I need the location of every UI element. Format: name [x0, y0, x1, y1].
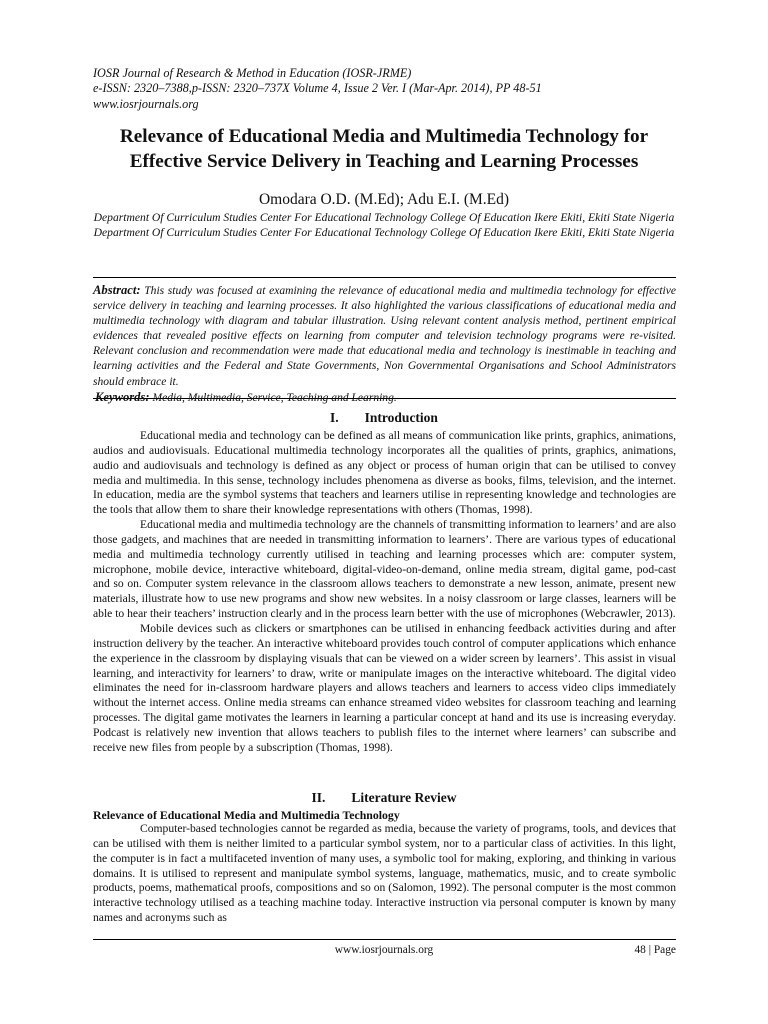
paragraph: Mobile devices such as clickers or smartphones can be utilised in enhancing feedback activities during and after instruction delivery by the teacher. An interactive whiteboard provides touch control of computer applications which enhance the experience in the classroom by displaying visuals that can be viewed on a wider screen by learners’. This assist in visual learning, and interactivity for learners’ to draw, write or manipulate images on the interactive whiteboard. The digital video eliminates the need for in-classroom hardware players and allows teachers and learners to access video clips immediately without the internet access. Online media streams can enhance streamed video websites for classroom teaching and learning processes. The digital game motivates the learners in learning a particular concept at hand and its use is increasing everyday. Podcast is relatively new invention that allows teachers to publish files to the internet where learners’ can subscribe and receive new files from people by a subscription (Thomas, 1998).	[93, 621, 676, 754]
abstract-box	[93, 277, 676, 404]
title-line-2: Effective Service Delivery in Teaching and Learning Processes	[129, 150, 639, 172]
paragraph: Educational media and multimedia technology are the channels of transmitting information to learners’ and are also those gadgets, and machines that are needed in transmitting information to learners’. There are various types of educational media and multimedia technology currently utilised in teaching and learning processes which are: computer system, microphone, mobile device, interactive whiteboard, digital-video-on-demand, online media stream, digital game, pod-cast and so on. Computer system relevance in the classroom allows teachers to demonstrate a new lesson, animate, present new materials, illustrate how to use new programs and show new websites. In a noisy classroom or large classes, learners will be able to hear their teachers’ instruction clearly and in the process learn better with the use of microphones (Webcrawler, 2013).	[93, 518, 676, 621]
abstract-text: This study was focused at examining the relevance of educational media and multimedia technology for effective service delivery in teaching and learning processes. It also highlighted the various classifications of educational media and multimedia technology with diagram and tabular illustration. Using relevant content analysis method, pertinent empirical evidences that revealed positive effects on learning from computer and television technology programs were re-visited. Relevant conclusion and recommendation were made that educational media and technology is inestimable in teaching and learning activities and the Federal and State Governments, Non Governmental Organisations and School Administrators should embrace it.	[93, 285, 676, 388]
section-title: Literature Review	[351, 790, 457, 805]
abstract	[93, 283, 676, 390]
affiliations	[90, 210, 678, 240]
section-number: II.	[311, 790, 326, 805]
keywords	[93, 390, 676, 406]
paragraph: Computer-based technologies cannot be regarded as media, because the variety of programs, tools, and devices that can be utilised with them is neither limited to a particular symbol system, nor to a particular class of activities. In this light, the computer is in fact a multifaceted invention of many uses, a symbolic tool for making, exploring, and thinking in various domains. It is utilised to represent and manipulate symbol systems, language, mathematics, music, and to create symbolic products, poems, mathematical proofs, compositions and so on (Salomon, 1992). The personal computer is the most common interactive technology utilised as a teaching machine today. Interactive instruction via personal computer is known by many names and acronyms such as	[93, 822, 676, 925]
affiliation-1: Department Of Curriculum Studies Center For Educational Technology College Of Education Ikere Ekiti, Ekiti State Nigeria	[93, 211, 675, 224]
authors: Omodara O.D. (M.Ed); Adu E.I. (M.Ed)	[258, 191, 510, 208]
abstract-label: Abstract:	[93, 283, 141, 297]
paragraph: Educational media and technology can be defined as all means of communication like prints, graphics, animations, audios and audiovisuals. Educational multimedia technology incorporates all the qualities of prints, graphics, animations, audio and audiovisuals and technology is defined as any object or process of human origin that can be utilised to convey media and multimedia. In this sense, technology includes phenomena as diverse as books, films, television, and the internet. In education, media are the symbol systems that teachers and learners utilise in representing knowledge and technologies are the tools that allow them to share their knowledge representations with others (Thomas, 1998).	[93, 429, 676, 517]
footer-divider	[93, 939, 676, 940]
section-number: I.	[330, 410, 339, 425]
section-title: Introduction	[364, 410, 438, 425]
footer-url[interactable]: www.iosrjournals.org	[334, 944, 434, 956]
journal-header	[93, 66, 683, 112]
section-heading-literature-review	[90, 790, 678, 806]
journal-name: IOSR Journal of Research & Method in Education (IOSR-JRME)	[93, 66, 412, 80]
subsection-heading: Relevance of Educational Media and Multimedia Technology	[93, 808, 400, 822]
keywords-text: Media, Multimedia, Service, Teaching and Learning.	[149, 391, 397, 404]
journal-url[interactable]: www.iosrjournals.org	[93, 96, 199, 111]
paper-title	[90, 125, 678, 174]
journal-issn: e-ISSN: 2320–7388,p-ISSN: 2320–737X Volume 4, Issue 2 Ver. I (Mar-Apr. 2014), PP 48-51	[93, 81, 542, 96]
literature-review-body	[93, 822, 676, 926]
page-number: 48 | Page	[634, 944, 676, 956]
title-line-1: Relevance of Educational Media and Multimedia Technology for	[119, 126, 649, 147]
keywords-label: Keywords:	[95, 389, 150, 404]
introduction-body	[93, 429, 676, 756]
affiliation-2: Department Of Curriculum Studies Center For Educational Technology College Of Education Ikere Ekiti, Ekiti State Nigeria	[93, 226, 675, 240]
section-heading-introduction	[90, 410, 678, 426]
